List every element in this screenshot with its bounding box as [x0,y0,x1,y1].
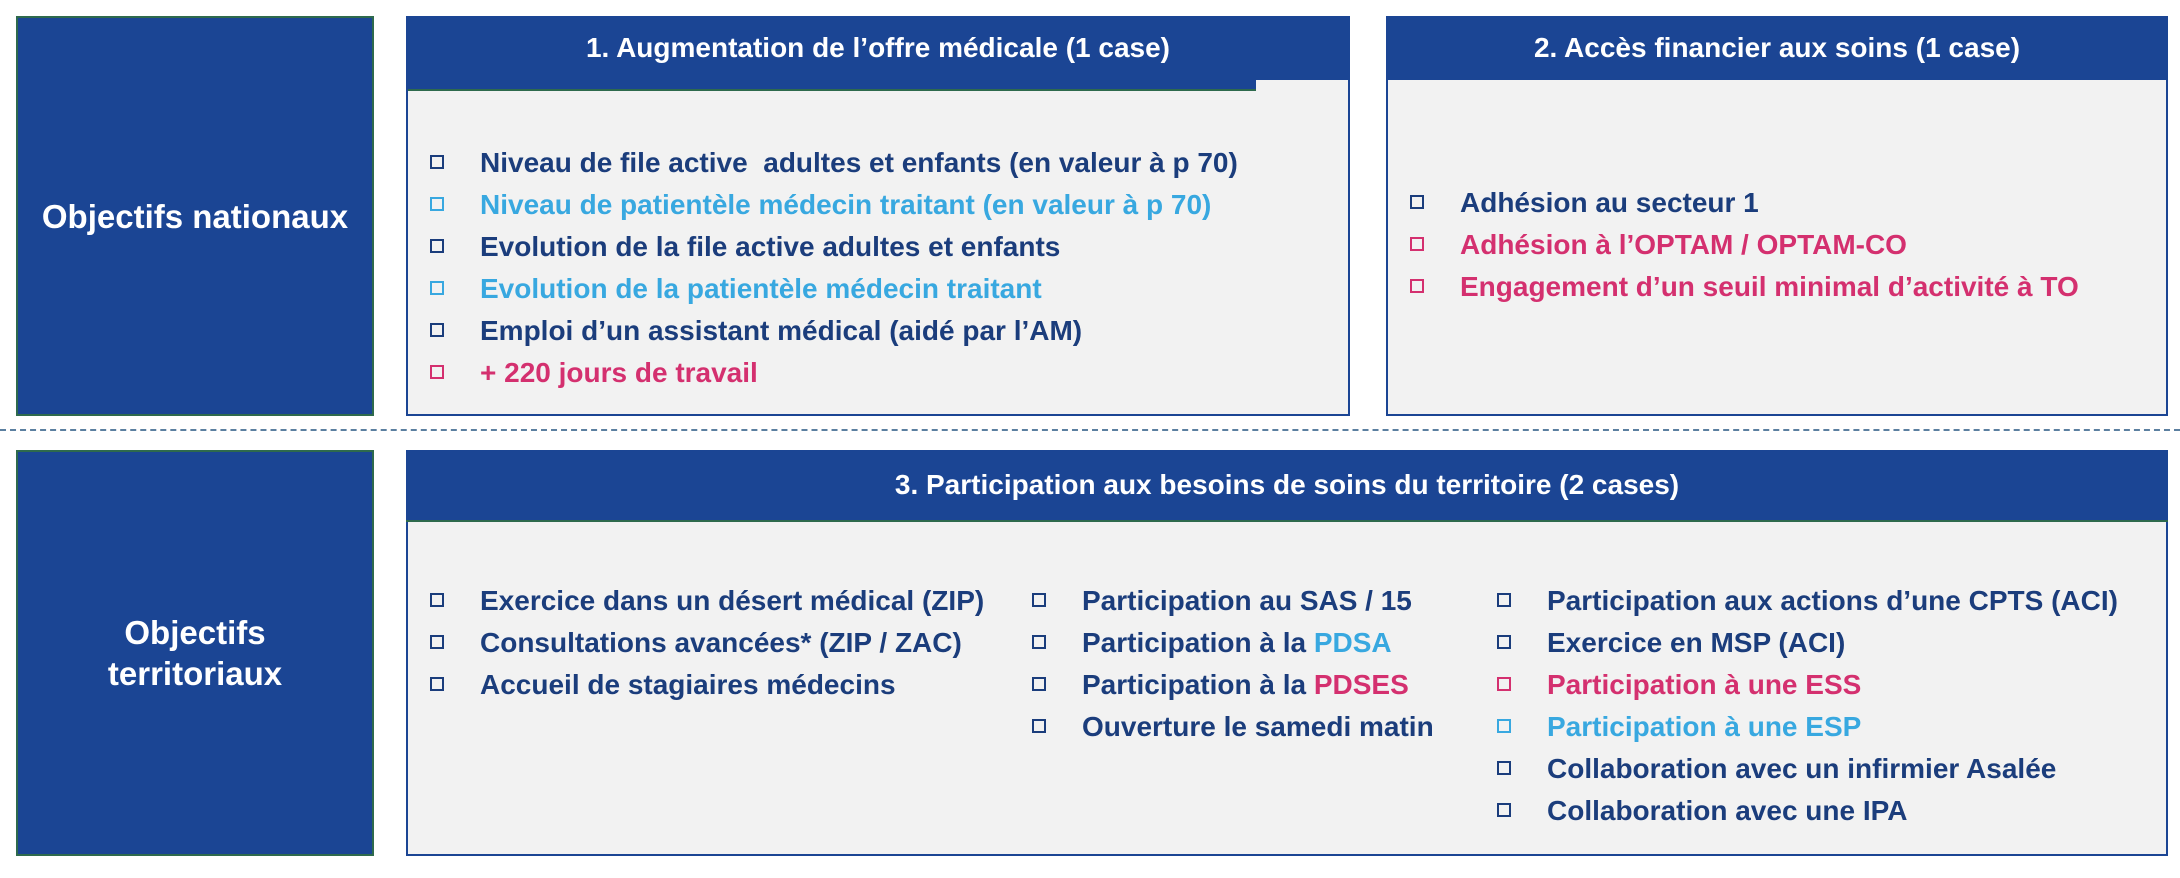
list-item-text: Adhésion au secteur 1 [1460,187,1759,218]
checkbox-square-icon [1497,677,1511,691]
list-item [1493,622,2118,664]
list-item [1028,664,1434,706]
checkbox-square-icon [1497,719,1511,733]
panel-acces-financier [1386,16,2168,416]
section-national [16,16,374,416]
checkbox-square-icon [1410,195,1424,209]
list-item-text: Niveau de file active adultes et enfants (en valeur à p 70) [480,147,1238,178]
checkbox-square-icon [430,323,444,337]
list-item [1493,748,2118,790]
list-item-text: Engagement d’un seuil minimal d’activité à TO [1460,271,2079,302]
list-item-text: + 220 jours de travail [480,357,758,388]
list-item-highlight: PDSA [1313,627,1392,658]
panel-offre-medicale-title: 1. Augmentation de l’offre médicale (1 case) [406,16,1350,80]
list-item [426,664,984,706]
checkbox-square-icon [1497,635,1511,649]
panel-offre-medicale [406,16,1350,416]
checkbox-square-icon [430,281,444,295]
list-item [426,622,984,664]
list-item-text: Consultations avancées* (ZIP / ZAC) [480,627,962,658]
list-item [426,142,1238,184]
section-territorial [16,450,374,856]
list-item-text: Participation à la [1082,669,1314,700]
list-item-highlight: PDSES [1313,669,1409,700]
checkbox-square-icon [1032,593,1046,607]
section-national-label: Objectifs nationaux [41,197,349,235]
checkbox-square-icon [1410,279,1424,293]
panel-besoins-territoire-title: 3. Participation aux besoins de soins du territoire (2 cases) [406,450,2168,522]
list-item-text: Ouverture le samedi matin [1082,711,1434,742]
panel-offre-medicale-list [426,142,1238,394]
list-item [1406,266,2079,308]
panel-besoins-list-col1 [426,580,984,706]
list-item [1493,664,2118,706]
checkbox-square-icon [1032,635,1046,649]
checkbox-square-icon [1497,593,1511,607]
checkbox-square-icon [430,365,444,379]
list-item [426,352,1238,394]
list-item-text: Participation au SAS / 15 [1082,585,1412,616]
checkbox-square-icon [430,635,444,649]
checkbox-square-icon [430,239,444,253]
list-item [426,226,1238,268]
list-item [1406,182,2079,224]
list-item-text: Niveau de patientèle médecin traitant (en valeur à p 70) [480,189,1212,220]
checkbox-square-icon [1497,803,1511,817]
panel-besoins-territoire [406,450,2168,856]
list-item [426,268,1238,310]
list-item-text: Participation à une ESP [1547,711,1862,742]
list-item-text: Exercice dans un désert médical (ZIP) [480,585,985,616]
dashed-divider [0,429,2180,431]
list-item [1493,790,2118,832]
list-item-text: Participation à une ESS [1547,669,1862,700]
panel-besoins-list-col2 [1028,580,1434,748]
list-item-text: Emploi d’un assistant médical (aidé par l’AM) [480,315,1083,346]
section-territorial-label: Objectifs territoriaux [107,614,283,692]
list-item [1493,580,2118,622]
checkbox-square-icon [430,677,444,691]
checkbox-square-icon [1032,719,1046,733]
panel-acces-financier-list [1406,182,2079,308]
list-item [1406,224,2079,266]
list-item-text: Adhésion à l’OPTAM / OPTAM-CO [1460,229,1907,260]
list-item [1028,706,1434,748]
checkbox-square-icon [1410,237,1424,251]
list-item-text: Collaboration avec un infirmier Asalée [1547,753,2057,784]
panel-besoins-list-col3 [1493,580,2118,832]
panel-title-underline [408,80,1256,91]
list-item-text: Participation à la [1082,627,1314,658]
list-item [426,580,984,622]
list-item-text: Participation aux actions d’une CPTS (ACI) [1547,585,2118,616]
list-item-text: Accueil de stagiaires médecins [480,669,896,700]
list-item-text: Evolution de la file active adultes et enfants [480,231,1061,262]
list-item-text: Collaboration avec une IPA [1547,795,1908,826]
checkbox-square-icon [430,197,444,211]
list-item [426,310,1238,352]
list-item [426,184,1238,226]
checkbox-square-icon [430,593,444,607]
list-item-text: Evolution de la patientèle médecin traitant [480,273,1042,304]
checkbox-square-icon [1032,677,1046,691]
list-item [1028,622,1434,664]
panel-acces-financier-title: 2. Accès financier aux soins (1 case) [1386,16,2168,80]
list-item [1493,706,2118,748]
list-item-text: Exercice en MSP (ACI) [1547,627,1846,658]
list-item [1028,580,1434,622]
checkbox-square-icon [1497,761,1511,775]
checkbox-square-icon [430,155,444,169]
